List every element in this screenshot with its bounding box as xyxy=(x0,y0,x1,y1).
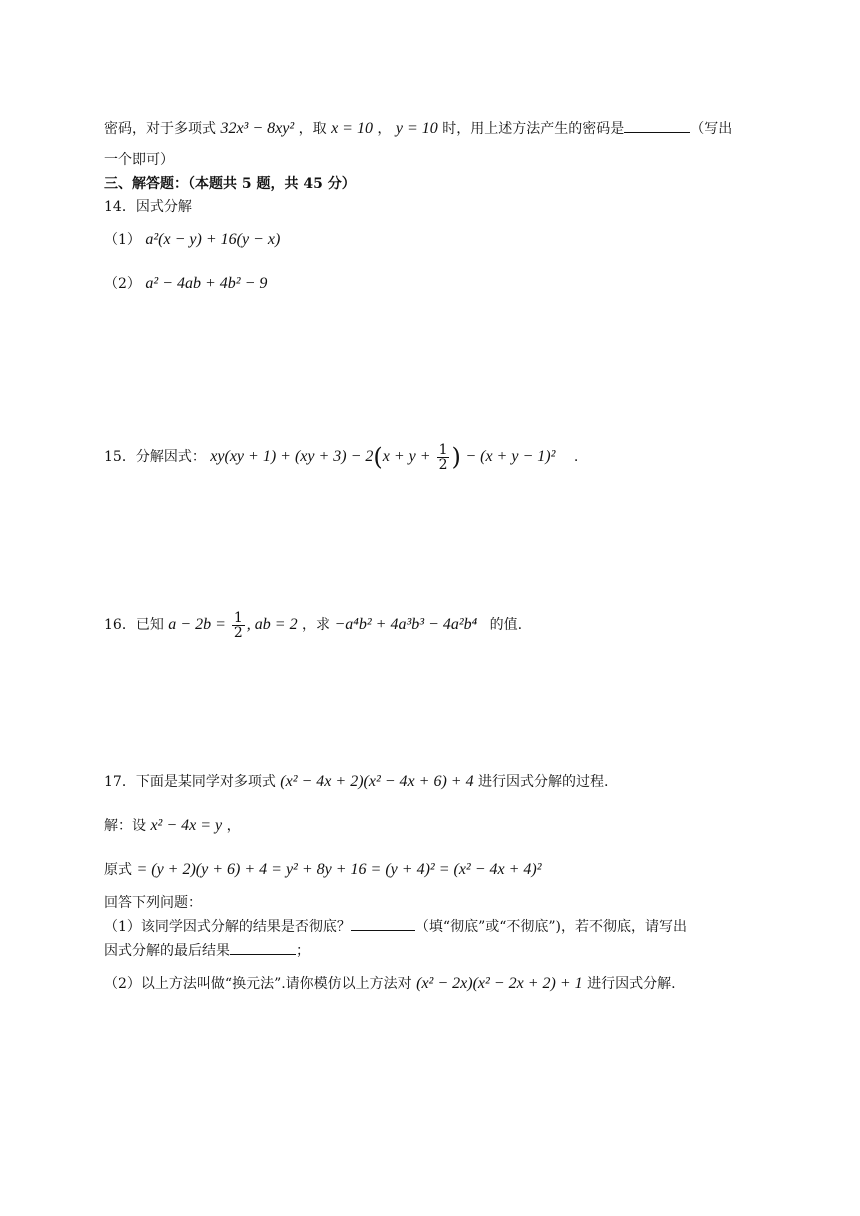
part-label: （1） xyxy=(104,232,141,248)
question-text: 17．下面是某同学对多项式 xyxy=(104,774,276,790)
question-text: ，求 xyxy=(302,617,331,633)
math-expression: x² − 4x = y xyxy=(150,817,223,834)
section-heading: 三、解答题：（本题共 5 题，共 45 分） xyxy=(104,176,356,192)
math-expression: (x² − 2x)(x² − 2x + 2) + 1 xyxy=(416,975,583,992)
q17-subquestion-1-cont xyxy=(104,940,310,961)
fraction xyxy=(232,611,245,640)
math-expression: xy(xy + 1) + (xy + 3) − 2 xyxy=(210,448,374,465)
fraction xyxy=(437,443,450,472)
period: . xyxy=(573,449,579,465)
math-expression: − (x + y − 1)² xyxy=(465,448,556,465)
math-expression: x + y + xyxy=(382,448,435,465)
question-text: （填“彻底”或“不彻底”)，若不彻底，请写出 xyxy=(414,919,687,935)
fraction-denominator: 2 xyxy=(438,456,448,473)
q15 xyxy=(104,440,578,474)
q17-solution-step1 xyxy=(104,816,241,836)
question-text: （2）以上方法叫做“换元法”.请你模仿以上方法对 xyxy=(104,976,412,992)
question-text: （写出 xyxy=(690,121,733,137)
y-value: y = 10 xyxy=(395,120,438,137)
question-text: 的值. xyxy=(489,617,523,633)
math-expression: −a⁴b² + 4a³b³ − 4a²b⁴ xyxy=(334,616,478,633)
q14-part1 xyxy=(104,230,280,250)
q17-solution-step2 xyxy=(104,860,542,880)
answer-blank[interactable] xyxy=(351,916,415,931)
fraction-numerator: 1 xyxy=(438,441,448,458)
q14-title: 14．因式分解 xyxy=(104,199,192,215)
x-value: x = 10 xyxy=(331,120,373,137)
math-expression: a² − 4ab + 4b² − 9 xyxy=(145,275,268,292)
question-text: （1）该同学因式分解的结果是否彻底？ xyxy=(104,919,351,935)
q17-subquestion-1 xyxy=(104,916,687,937)
question-text: 时，用上述方法产生的密码是 xyxy=(442,121,625,137)
punctuation: ； xyxy=(296,943,310,959)
answer-blank[interactable] xyxy=(230,940,296,955)
math-expression: a − 2b = xyxy=(168,616,230,633)
question-text: ，取 xyxy=(298,121,327,137)
password-question-line xyxy=(104,118,732,139)
password-question-line-2: 一个即可） xyxy=(104,152,174,168)
question-text: 密码，对于多项式 xyxy=(104,121,216,137)
math-expression: a²(x − y) + 16(y − x) xyxy=(145,231,281,248)
q14-part2 xyxy=(104,274,267,294)
part-label: （2） xyxy=(104,276,141,292)
paren-open: ( xyxy=(373,443,383,471)
fraction-numerator: 1 xyxy=(233,609,243,626)
question-text: ， xyxy=(377,121,392,137)
question-label: 15．分解因式： xyxy=(104,449,206,465)
answer-blank[interactable] xyxy=(624,118,690,133)
solution-label: 解：设 xyxy=(104,818,146,834)
question-text: 因式分解的最后结果 xyxy=(104,943,230,959)
q17-subquestion-2 xyxy=(104,974,676,994)
q17-intro xyxy=(104,772,608,792)
math-expression: , ab = 2 xyxy=(246,616,298,633)
polynomial-expression: 32x³ − 8xy² xyxy=(220,120,295,137)
answer-prompt: 回答下列问题： xyxy=(104,895,202,911)
punctuation: ， xyxy=(226,818,241,834)
paren-close: ) xyxy=(451,443,461,471)
solution-label: 原式 xyxy=(104,862,132,878)
q16 xyxy=(104,610,522,640)
question-text: 进行因式分解的过程. xyxy=(478,774,609,790)
math-expression: (x² − 4x + 2)(x² − 4x + 6) + 4 xyxy=(280,773,474,790)
fraction-denominator: 2 xyxy=(233,624,243,641)
question-text: 进行因式分解. xyxy=(587,976,676,992)
question-label: 16．已知 xyxy=(104,617,164,633)
math-expression: = (y + 2)(y + 6) + 4 = y² + 8y + 16 = (y + 4)² = (x² − 4x + 4)² xyxy=(136,861,542,878)
